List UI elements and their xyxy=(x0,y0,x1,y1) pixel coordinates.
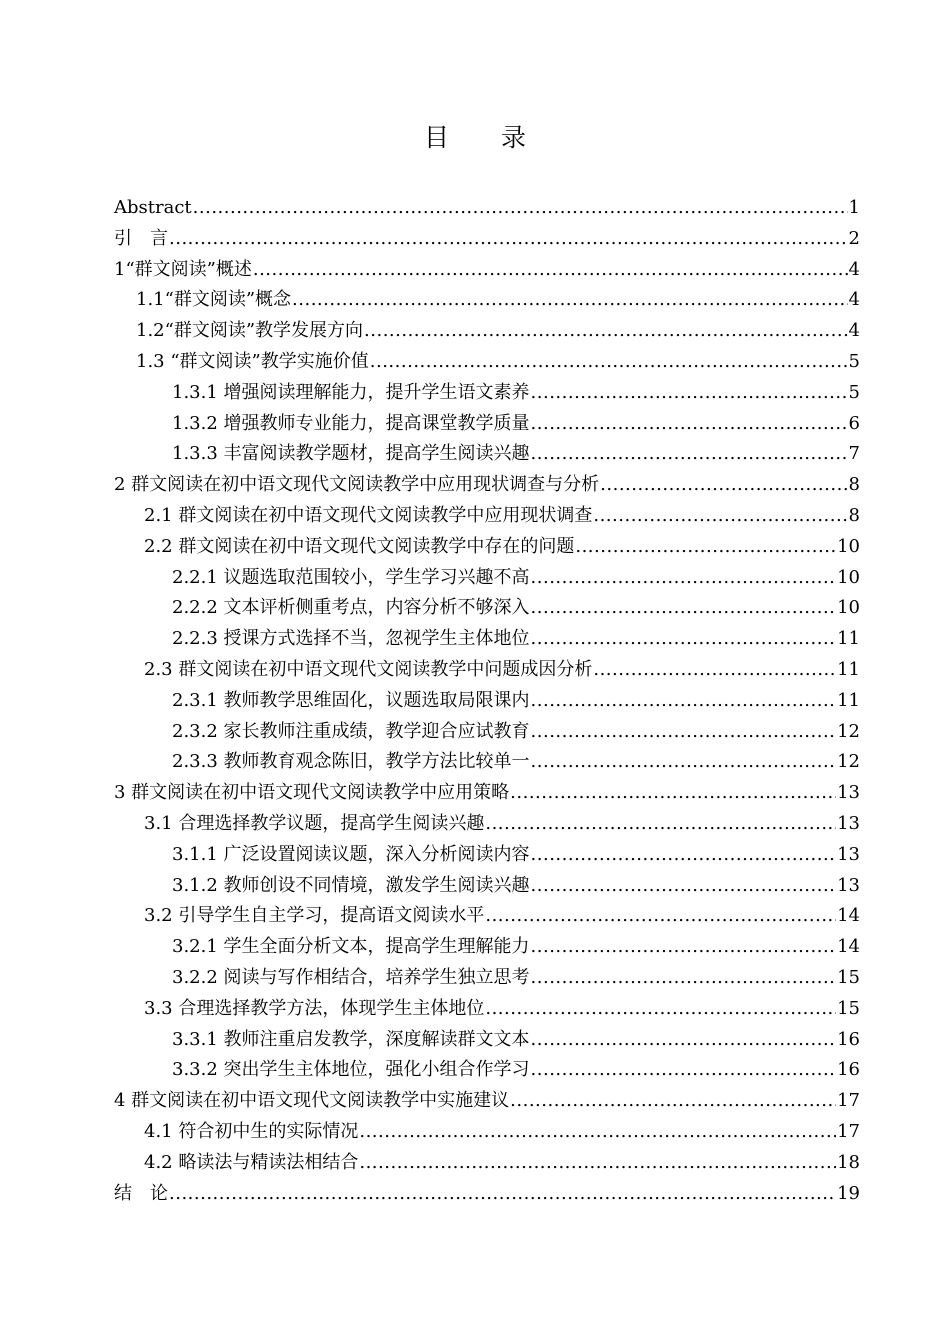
toc-entry-page-number: 10 xyxy=(837,597,860,619)
toc-entry-label: 2.3.1 教师教学思维固化，议题选取局限课内 xyxy=(172,689,530,711)
toc-entry-page-number: 19 xyxy=(837,1182,860,1204)
toc-entry[interactable] xyxy=(114,963,860,994)
toc-entry-page-number: 2 xyxy=(848,227,860,249)
toc-dot-leader xyxy=(531,563,837,594)
toc-entry-page-number: 11 xyxy=(837,628,860,650)
toc-entry-page-number: 6 xyxy=(848,412,860,434)
toc-entry[interactable] xyxy=(114,193,860,224)
toc-title: 目 录 xyxy=(424,123,548,152)
toc-entry-page-number: 12 xyxy=(837,751,860,773)
toc-dot-leader xyxy=(531,624,837,655)
toc-entry-page-number: 14 xyxy=(837,905,860,927)
toc-entry[interactable] xyxy=(114,809,860,840)
toc-entry[interactable] xyxy=(114,686,860,717)
toc-entry-label: 4.1 符合初中生的实际情况 xyxy=(144,1120,359,1142)
toc-dot-leader xyxy=(531,378,848,409)
toc-entry[interactable] xyxy=(114,501,860,532)
toc-entry-label: 3.1.1 广泛设置阅读议题，深入分析阅读内容 xyxy=(172,843,530,865)
toc-entry-label: 引 言 xyxy=(114,227,168,249)
toc-entry-page-number: 13 xyxy=(837,843,860,865)
toc-entry-page-number: 17 xyxy=(837,1120,860,1142)
table-of-contents xyxy=(114,193,860,1209)
toc-entry[interactable] xyxy=(114,901,860,932)
toc-entry-label: 3.3.2 突出学生主体地位，强化小组合作学习 xyxy=(172,1059,530,1081)
toc-entry[interactable] xyxy=(114,1117,860,1148)
toc-entry-label: 2.3 群文阅读在初中语文现代文阅读教学中问题成因分析 xyxy=(144,658,593,680)
toc-entry-label: 1“群文阅读”概述 xyxy=(114,258,252,280)
toc-entry[interactable] xyxy=(114,624,860,655)
toc-entry-page-number: 4 xyxy=(848,289,860,311)
toc-entry-page-number: 11 xyxy=(837,689,860,711)
toc-entry[interactable] xyxy=(114,347,860,378)
toc-entry-label: 1.3 “群文阅读”教学实施价值 xyxy=(136,350,369,372)
toc-entry-page-number: 4 xyxy=(848,320,860,342)
toc-entry[interactable] xyxy=(114,778,860,809)
toc-entry-label: 2.2.3 授课方式选择不当，忽视学生主体地位 xyxy=(172,628,530,650)
toc-dot-leader xyxy=(600,470,847,501)
toc-entry[interactable] xyxy=(114,255,860,286)
toc-entry-label: 2.3.3 教师教育观念陈旧，教学方法比较单一 xyxy=(172,751,530,773)
toc-entry[interactable] xyxy=(114,593,860,624)
toc-dot-leader xyxy=(575,532,836,563)
toc-dot-leader xyxy=(253,255,848,286)
toc-entry-page-number: 8 xyxy=(848,504,860,526)
toc-entry-page-number: 13 xyxy=(837,874,860,896)
toc-entry-page-number: 10 xyxy=(837,535,860,557)
toc-entry-page-number: 13 xyxy=(837,812,860,834)
toc-entry-page-number: 4 xyxy=(848,258,860,280)
toc-entry-label: 2.2.1 议题选取范围较小，学生学习兴趣不高 xyxy=(172,566,530,588)
toc-entry[interactable] xyxy=(114,871,860,902)
toc-dot-leader xyxy=(531,717,837,748)
toc-dot-leader xyxy=(531,1055,837,1086)
toc-entry-page-number: 11 xyxy=(837,658,860,680)
toc-dot-leader xyxy=(531,409,848,440)
toc-entry[interactable] xyxy=(114,532,860,563)
toc-entry-label: 3.3 合理选择教学方法，体现学生主体地位 xyxy=(144,997,485,1019)
toc-dot-leader xyxy=(531,871,837,902)
toc-dot-leader xyxy=(593,655,836,686)
toc-dot-leader xyxy=(169,224,848,255)
toc-entry[interactable] xyxy=(114,409,860,440)
toc-dot-leader xyxy=(359,1117,836,1148)
toc-entry[interactable] xyxy=(114,378,860,409)
toc-dot-leader xyxy=(359,1148,836,1179)
toc-entry-label: 3.2 引导学生自主学习，提高语文阅读水平 xyxy=(144,905,485,927)
toc-entry-page-number: 14 xyxy=(837,936,860,958)
toc-entry-page-number: 15 xyxy=(837,966,860,988)
toc-dot-leader xyxy=(292,285,848,316)
toc-entry[interactable] xyxy=(114,840,860,871)
toc-entry-page-number: 5 xyxy=(848,381,860,403)
toc-entry-label: 3.2.1 学生全面分析文本，提高学生理解能力 xyxy=(172,936,530,958)
toc-entry[interactable] xyxy=(114,1025,860,1056)
toc-entry[interactable] xyxy=(114,563,860,594)
toc-entry-label: 3.1.2 教师创设不同情境，激发学生阅读兴趣 xyxy=(172,874,530,896)
toc-dot-leader xyxy=(485,994,836,1025)
toc-entry-label: 2 群文阅读在初中语文现代文阅读教学中应用现状调查与分析 xyxy=(114,474,600,496)
toc-entry-label: 3.2.2 阅读与写作相结合，培养学生独立思考 xyxy=(172,966,530,988)
toc-entry-label: 1.3.2 增强教师专业能力，提高课堂教学质量 xyxy=(172,412,530,434)
toc-entry-label: 4.2 略读法与精读法相结合 xyxy=(144,1151,359,1173)
toc-entry-page-number: 17 xyxy=(837,1090,860,1112)
toc-dot-leader xyxy=(531,593,837,624)
toc-dot-leader xyxy=(531,747,837,778)
toc-entry[interactable] xyxy=(114,1086,860,1117)
toc-entry[interactable] xyxy=(114,1148,860,1179)
toc-entry-page-number: 16 xyxy=(837,1059,860,1081)
toc-dot-leader xyxy=(531,686,837,717)
toc-entry-page-number: 10 xyxy=(837,566,860,588)
toc-entry-label: 2.2.2 文本评析侧重考点，内容分析不够深入 xyxy=(172,597,530,619)
toc-entry[interactable] xyxy=(114,747,860,778)
toc-entry-label: Abstract xyxy=(114,197,192,218)
toc-entry-page-number: 7 xyxy=(848,443,860,465)
toc-entry-page-number: 16 xyxy=(837,1028,860,1050)
toc-entry[interactable] xyxy=(114,439,860,470)
toc-entry[interactable] xyxy=(114,655,860,686)
toc-dot-leader xyxy=(370,347,848,378)
toc-entry-page-number: 12 xyxy=(837,720,860,742)
toc-dot-leader xyxy=(169,1179,836,1210)
toc-entry[interactable] xyxy=(114,470,860,501)
toc-entry-label: 2.1 群文阅读在初中语文现代文阅读教学中应用现状调查 xyxy=(144,504,593,526)
toc-entry-label: 4 群文阅读在初中语文现代文阅读教学中实施建议 xyxy=(114,1090,510,1112)
toc-dot-leader xyxy=(485,901,836,932)
toc-dot-leader xyxy=(593,501,847,532)
toc-entry-page-number: 18 xyxy=(837,1151,860,1173)
toc-entry-label: 3.1 合理选择教学议题，提高学生阅读兴趣 xyxy=(144,812,485,834)
toc-entry-label: 1.3.3 丰富阅读教学题材，提高学生阅读兴趣 xyxy=(172,443,530,465)
toc-dot-leader xyxy=(531,1025,837,1056)
toc-entry[interactable] xyxy=(114,1179,860,1210)
toc-entry-label: 3 群文阅读在初中语文现代文阅读教学中应用策略 xyxy=(114,782,510,804)
toc-entry-page-number: 8 xyxy=(848,474,860,496)
toc-dot-leader xyxy=(485,809,836,840)
toc-entry-page-number: 5 xyxy=(848,350,860,372)
toc-entry[interactable] xyxy=(114,1055,860,1086)
toc-dot-leader xyxy=(364,316,848,347)
toc-entry-label: 2.3.2 家长教师注重成绩，教学迎合应试教育 xyxy=(172,720,530,742)
toc-entry-label: 3.3.1 教师注重启发教学，深度解读群文文本 xyxy=(172,1028,530,1050)
toc-dot-leader xyxy=(531,963,837,994)
toc-dot-leader xyxy=(193,193,848,224)
toc-entry-page-number: 13 xyxy=(837,782,860,804)
toc-entry-label: 1.2“群文阅读”教学发展方向 xyxy=(136,320,364,342)
toc-entry-page-number: 1 xyxy=(848,197,860,218)
toc-entry[interactable] xyxy=(114,994,860,1025)
toc-dot-leader xyxy=(510,1086,836,1117)
toc-entry[interactable] xyxy=(114,285,860,316)
toc-dot-leader xyxy=(510,778,836,809)
toc-entry-label: 结 论 xyxy=(114,1182,168,1204)
toc-entry-label: 1.3.1 增强阅读理解能力，提升学生语文素养 xyxy=(172,381,530,403)
toc-dot-leader xyxy=(531,932,837,963)
toc-entry[interactable] xyxy=(114,717,860,748)
toc-entry-label: 1.1“群文阅读”概念 xyxy=(136,289,292,311)
toc-entry-page-number: 15 xyxy=(837,997,860,1019)
toc-entry-label: 2.2 群文阅读在初中语文现代文阅读教学中存在的问题 xyxy=(144,535,575,557)
toc-entry[interactable] xyxy=(114,932,860,963)
toc-dot-leader xyxy=(531,840,837,871)
toc-entry[interactable] xyxy=(114,224,860,255)
toc-dot-leader xyxy=(531,439,848,470)
toc-entry[interactable] xyxy=(114,316,860,347)
